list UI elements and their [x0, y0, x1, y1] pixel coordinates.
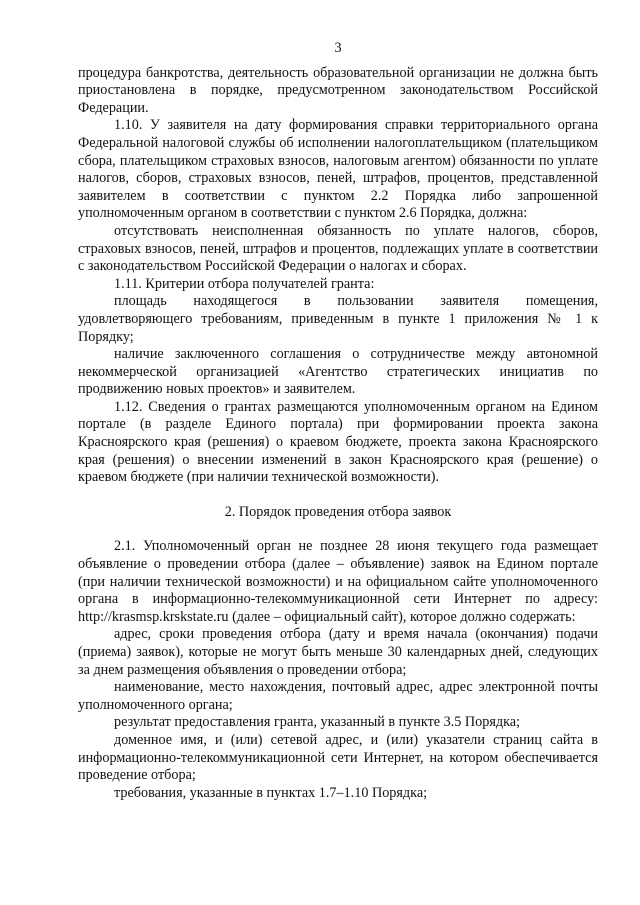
paragraph: наличие заключенного соглашения о сотрудничестве между автономной некоммерческой организацией «Агентство стратегических инициатив по продвижению новых проектов» и заявителем.	[78, 346, 598, 398]
paragraphs-after	[78, 538, 598, 802]
paragraphs-before	[78, 65, 598, 487]
paragraph: 2.1. Уполномоченный орган не позднее 28 июня текущего года размещает объявление о проведении отбора (далее – объявление) заявок на Едином портале (при наличии технической возможности) и на официальном сайте уполномоченного органа в информационно-телекоммуникационной сети Интернет по адресу: http://krasmsp.krskstate.ru (далее – официальный сайт), которое должно содержать:	[78, 538, 598, 625]
paragraph: доменное имя, и (или) сетевой адрес, и (или) указатели страниц сайта в информационно-телекоммуникационной сети Интернет, на котором обеспечивается проведение отбора;	[78, 731, 598, 784]
paragraph: площадь находящегося в пользовании заявителя помещения, удовлетворяющего требованиям, приведенным в пункте 1 приложения № 1 к Порядку;	[78, 293, 598, 345]
paragraph: 1.10. У заявителя на дату формирования справки территориального органа Федеральной налоговой службы об исполнении налогоплательщиком (плательщиком сбора, плательщиком страховых взносов, налоговым агентом) обязанности по уплате налогов, сборов, страховых взносов, пеней, штрафов, процентов, представленной заявителем в соответствии с пунктом 2.2 Порядка либо запрошенной уполномоченным органом в соответствии с пунктом 2.6 Порядка, должна:	[78, 117, 598, 222]
section-heading: 2. Порядок проведения отбора заявок	[224, 503, 452, 520]
paragraph: отсутствовать неисполненная обязанность по уплате налогов, сборов, страховых взносов, пеней, штрафов и процентов, подлежащих уплате в соответствии с законодательством Российской Федерации о налогах и сборах.	[78, 222, 598, 275]
paragraph: 1.11. Критерии отбора получателей гранта:	[114, 275, 375, 292]
paragraph: результат предоставления гранта, указанный в пункте 3.5 Порядка;	[114, 714, 521, 731]
paragraph: адрес, сроки проведения отбора (дату и время начала (окончания) подачи (приема) заявок), которые не могут быть меньше 30 календарных дней, следующих за днем размещения объявления о проведении отбора;	[78, 626, 598, 678]
paragraph: 1.12. Сведения о грантах размещаются уполномоченным органом на Едином портале (в разделе Единого портала) при формировании проекта закона Красноярского края (решения) о краевом бюджете, проекта закона Красноярского края (решения) о внесении изменений в закон Красноярского края (решение) о краевом бюджете (при наличии технической возможности).	[78, 398, 598, 486]
paragraph: наименование, место нахождения, почтовый адрес, адрес электронной почты уполномоченного органа;	[78, 679, 598, 713]
paragraph: требования, указанные в пунктах 1.7–1.10 Порядка;	[114, 784, 428, 801]
page-number: 3	[334, 40, 342, 56]
paragraph: процедура банкротства, деятельность образовательной организации не должна быть приостановлена в порядке, предусмотренном законодательством Российской Федерации.	[78, 64, 598, 116]
